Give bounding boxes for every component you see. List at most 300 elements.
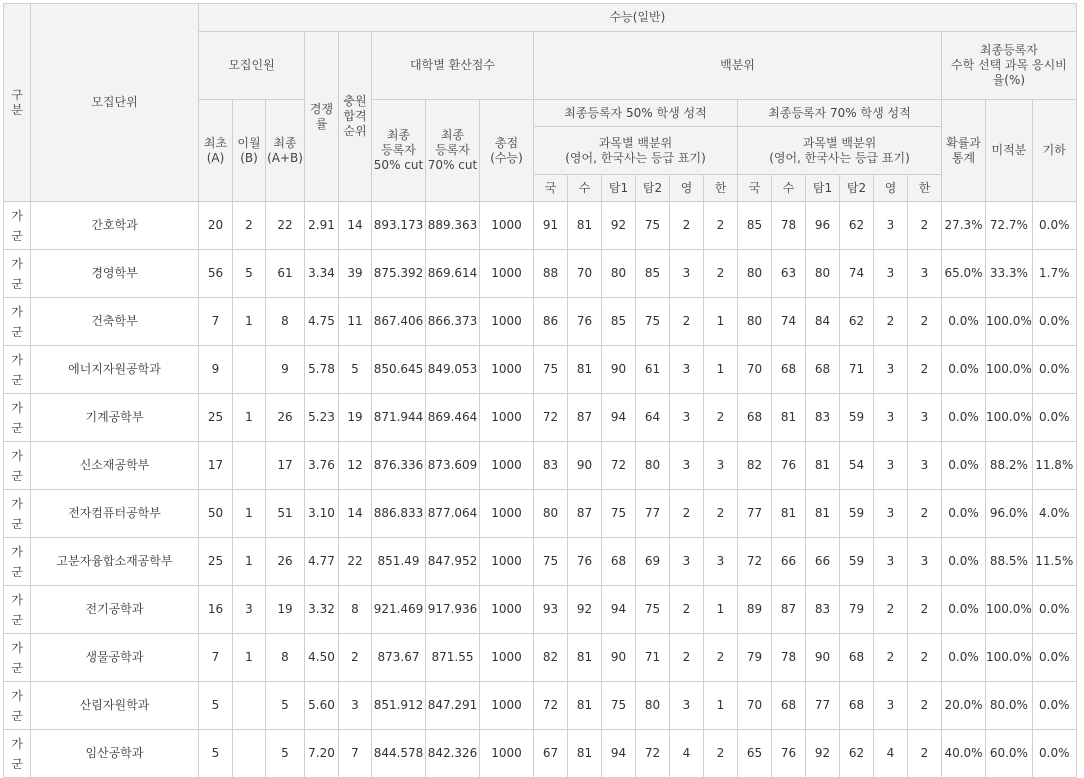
header-move: 이월 (B) bbox=[233, 100, 266, 202]
table-row bbox=[4, 634, 1077, 682]
header-cut70: 최종 등록자 70% cut bbox=[426, 100, 480, 202]
cell-ab: 8 bbox=[266, 634, 305, 682]
cell-name: 경영학부 bbox=[31, 250, 199, 298]
cell-c50: 867.406 bbox=[372, 298, 426, 346]
cell-score50: 80 bbox=[636, 442, 670, 490]
cell-score70: 89 bbox=[738, 586, 772, 634]
cell-score70: 77 bbox=[738, 490, 772, 538]
cell-g: 가 군 bbox=[4, 250, 31, 298]
cell-c70: 866.373 bbox=[426, 298, 480, 346]
cell-calc-ratio: 100.0% bbox=[986, 634, 1033, 682]
cell-geo-ratio: 0.0% bbox=[1032, 730, 1076, 778]
header-percentile: 백분위 bbox=[534, 32, 942, 100]
cell-comp: 5.78 bbox=[305, 346, 339, 394]
cell-score70: 83 bbox=[806, 586, 840, 634]
cell-score50: 2 bbox=[704, 730, 738, 778]
cell-c50: 886.833 bbox=[372, 490, 426, 538]
cell-c50: 876.336 bbox=[372, 442, 426, 490]
cell-name: 기계공학부 bbox=[31, 394, 199, 442]
cell-comp: 4.75 bbox=[305, 298, 339, 346]
cell-score50: 75 bbox=[534, 346, 568, 394]
cell-geo-ratio: 1.7% bbox=[1032, 250, 1076, 298]
header-subject: 영 bbox=[874, 175, 908, 202]
cell-b: 3 bbox=[233, 586, 266, 634]
table-row bbox=[4, 346, 1077, 394]
cell-score70: 3 bbox=[874, 346, 908, 394]
header-extra-rank: 충원 합격 순위 bbox=[339, 32, 372, 202]
cell-score70: 3 bbox=[874, 682, 908, 730]
cell-score50: 2 bbox=[670, 490, 704, 538]
cell-b: 1 bbox=[233, 298, 266, 346]
cell-score50: 86 bbox=[534, 298, 568, 346]
cell-tot: 1000 bbox=[480, 202, 534, 250]
header-subject-pct-70: 과목별 백분위 (영어, 한국사는 등급 표기) bbox=[738, 127, 942, 175]
cell-rank: 19 bbox=[339, 394, 372, 442]
cell-c70: 847.291 bbox=[426, 682, 480, 730]
cell-geo-ratio: 0.0% bbox=[1032, 586, 1076, 634]
cell-score50: 1 bbox=[704, 298, 738, 346]
cell-tot: 1000 bbox=[480, 490, 534, 538]
cell-score50: 75 bbox=[636, 586, 670, 634]
cell-g: 가 군 bbox=[4, 730, 31, 778]
header-subject: 탐1 bbox=[806, 175, 840, 202]
cell-c70: 871.55 bbox=[426, 634, 480, 682]
cell-c50: 873.67 bbox=[372, 634, 426, 682]
cell-a: 20 bbox=[199, 202, 233, 250]
cell-g: 가 군 bbox=[4, 490, 31, 538]
cell-score50: 2 bbox=[704, 634, 738, 682]
cell-c50: 893.173 bbox=[372, 202, 426, 250]
cell-c50: 875.392 bbox=[372, 250, 426, 298]
cell-calc-ratio: 72.7% bbox=[986, 202, 1033, 250]
cell-c50: 921.469 bbox=[372, 586, 426, 634]
cell-geo-ratio: 11.8% bbox=[1032, 442, 1076, 490]
cell-score70: 76 bbox=[772, 442, 806, 490]
cell-g: 가 군 bbox=[4, 298, 31, 346]
cell-comp: 3.34 bbox=[305, 250, 339, 298]
cell-rank: 5 bbox=[339, 346, 372, 394]
cell-score50: 3 bbox=[670, 346, 704, 394]
header-suneung: 수능(일반) bbox=[199, 4, 1077, 32]
cell-score70: 59 bbox=[840, 538, 874, 586]
cell-score70: 3 bbox=[908, 538, 942, 586]
cell-c70: 847.952 bbox=[426, 538, 480, 586]
cell-c50: 844.578 bbox=[372, 730, 426, 778]
cell-rank: 14 bbox=[339, 490, 372, 538]
cell-score70: 77 bbox=[806, 682, 840, 730]
cell-score70: 96 bbox=[806, 202, 840, 250]
cell-tot: 1000 bbox=[480, 634, 534, 682]
cell-comp: 4.77 bbox=[305, 538, 339, 586]
header-subject: 탐1 bbox=[602, 175, 636, 202]
cell-calc-ratio: 100.0% bbox=[986, 346, 1033, 394]
cell-score50: 91 bbox=[534, 202, 568, 250]
cell-score70: 2 bbox=[874, 634, 908, 682]
cell-score70: 68 bbox=[840, 634, 874, 682]
cell-comp: 3.10 bbox=[305, 490, 339, 538]
header-subject: 수 bbox=[568, 175, 602, 202]
cell-calc-ratio: 88.5% bbox=[986, 538, 1033, 586]
cell-score70: 4 bbox=[874, 730, 908, 778]
cell-c70: 869.614 bbox=[426, 250, 480, 298]
cell-geo-ratio: 0.0% bbox=[1032, 394, 1076, 442]
cell-b: 1 bbox=[233, 394, 266, 442]
cell-score70: 62 bbox=[840, 298, 874, 346]
cell-score50: 2 bbox=[704, 202, 738, 250]
cell-score50: 92 bbox=[568, 586, 602, 634]
cell-score70: 68 bbox=[738, 394, 772, 442]
header-subject: 탐2 bbox=[840, 175, 874, 202]
cell-score50: 69 bbox=[636, 538, 670, 586]
cell-calc-ratio: 100.0% bbox=[986, 298, 1033, 346]
cell-score70: 66 bbox=[806, 538, 840, 586]
header-group70: 최종등록자 70% 학생 성적 bbox=[738, 100, 942, 127]
cell-ab: 9 bbox=[266, 346, 305, 394]
cell-ab: 22 bbox=[266, 202, 305, 250]
cell-score70: 2 bbox=[874, 298, 908, 346]
cell-comp: 3.76 bbox=[305, 442, 339, 490]
cell-calc-ratio: 100.0% bbox=[986, 586, 1033, 634]
cell-score70: 74 bbox=[840, 250, 874, 298]
cell-score50: 77 bbox=[636, 490, 670, 538]
cell-ab: 5 bbox=[266, 730, 305, 778]
cell-score50: 4 bbox=[670, 730, 704, 778]
cell-score50: 3 bbox=[670, 538, 704, 586]
cell-geo-ratio: 4.0% bbox=[1032, 490, 1076, 538]
cell-tot: 1000 bbox=[480, 346, 534, 394]
cell-c70: 842.326 bbox=[426, 730, 480, 778]
cell-a: 5 bbox=[199, 682, 233, 730]
cell-calc-ratio: 100.0% bbox=[986, 394, 1033, 442]
cell-g: 가 군 bbox=[4, 346, 31, 394]
cell-comp: 5.23 bbox=[305, 394, 339, 442]
cell-score50: 81 bbox=[568, 730, 602, 778]
header-univ-score: 대학별 환산점수 bbox=[372, 32, 534, 100]
cell-comp: 7.20 bbox=[305, 730, 339, 778]
cell-score50: 94 bbox=[602, 394, 636, 442]
cell-b bbox=[233, 442, 266, 490]
cell-score70: 3 bbox=[908, 394, 942, 442]
cell-score70: 68 bbox=[806, 346, 840, 394]
cell-b: 1 bbox=[233, 538, 266, 586]
cell-score50: 72 bbox=[534, 682, 568, 730]
cell-tot: 1000 bbox=[480, 250, 534, 298]
cell-score70: 3 bbox=[908, 250, 942, 298]
table-row bbox=[4, 538, 1077, 586]
table-row bbox=[4, 490, 1077, 538]
cell-score50: 3 bbox=[670, 250, 704, 298]
cell-score50: 88 bbox=[534, 250, 568, 298]
cell-c70: 877.064 bbox=[426, 490, 480, 538]
cell-score70: 81 bbox=[772, 394, 806, 442]
cell-score70: 80 bbox=[738, 298, 772, 346]
cell-calc-ratio: 80.0% bbox=[986, 682, 1033, 730]
cell-name: 전기공학과 bbox=[31, 586, 199, 634]
header-math-ratio: 최종등록자 수학 선택 과목 응시비 율(%) bbox=[942, 32, 1077, 100]
cell-score50: 1 bbox=[704, 346, 738, 394]
cell-score50: 93 bbox=[534, 586, 568, 634]
cell-score70: 70 bbox=[738, 682, 772, 730]
cell-ab: 61 bbox=[266, 250, 305, 298]
cell-score70: 74 bbox=[772, 298, 806, 346]
cell-score70: 2 bbox=[908, 298, 942, 346]
cell-score50: 76 bbox=[568, 538, 602, 586]
cell-rank: 14 bbox=[339, 202, 372, 250]
cell-score50: 81 bbox=[568, 202, 602, 250]
cell-ab: 26 bbox=[266, 394, 305, 442]
header-prob: 확률과 통계 bbox=[942, 100, 986, 202]
cell-c70: 849.053 bbox=[426, 346, 480, 394]
cell-score50: 3 bbox=[704, 442, 738, 490]
cell-score70: 83 bbox=[806, 394, 840, 442]
cell-comp: 4.50 bbox=[305, 634, 339, 682]
cell-score50: 72 bbox=[602, 442, 636, 490]
table-row bbox=[4, 682, 1077, 730]
header-calc: 미적분 bbox=[986, 100, 1033, 202]
cell-ab: 26 bbox=[266, 538, 305, 586]
cell-a: 50 bbox=[199, 490, 233, 538]
cell-score70: 59 bbox=[840, 490, 874, 538]
header-subject: 탐2 bbox=[636, 175, 670, 202]
cell-score50: 1 bbox=[704, 586, 738, 634]
cell-score50: 64 bbox=[636, 394, 670, 442]
table-row bbox=[4, 730, 1077, 778]
cell-score50: 82 bbox=[534, 634, 568, 682]
cell-score70: 82 bbox=[738, 442, 772, 490]
cell-score50: 75 bbox=[534, 538, 568, 586]
cell-prob-ratio: 27.3% bbox=[942, 202, 986, 250]
cell-c70: 873.609 bbox=[426, 442, 480, 490]
header-subject: 수 bbox=[772, 175, 806, 202]
cell-geo-ratio: 0.0% bbox=[1032, 298, 1076, 346]
header-group50: 최종등록자 50% 학생 성적 bbox=[534, 100, 738, 127]
cell-score70: 3 bbox=[874, 490, 908, 538]
cell-score50: 3 bbox=[670, 394, 704, 442]
header-competition: 경쟁 률 bbox=[305, 32, 339, 202]
cell-ab: 19 bbox=[266, 586, 305, 634]
cell-score50: 85 bbox=[636, 250, 670, 298]
cell-name: 생물공학과 bbox=[31, 634, 199, 682]
cell-name: 전자컴퓨터공학부 bbox=[31, 490, 199, 538]
header-geo: 기하 bbox=[1032, 100, 1076, 202]
header-gubun: 구 분 bbox=[4, 4, 31, 202]
cell-prob-ratio: 0.0% bbox=[942, 346, 986, 394]
admission-results-table-wrapper bbox=[3, 3, 1077, 778]
cell-score70: 72 bbox=[738, 538, 772, 586]
cell-score50: 2 bbox=[670, 634, 704, 682]
cell-score70: 68 bbox=[772, 682, 806, 730]
cell-score70: 2 bbox=[908, 730, 942, 778]
cell-prob-ratio: 0.0% bbox=[942, 394, 986, 442]
cell-score50: 90 bbox=[602, 346, 636, 394]
table-header bbox=[4, 4, 1077, 202]
cell-score70: 85 bbox=[738, 202, 772, 250]
cell-score50: 75 bbox=[636, 202, 670, 250]
header-subject: 국 bbox=[534, 175, 568, 202]
cell-rank: 11 bbox=[339, 298, 372, 346]
table-row bbox=[4, 250, 1077, 298]
cell-tot: 1000 bbox=[480, 298, 534, 346]
cell-score50: 94 bbox=[602, 730, 636, 778]
cell-score70: 2 bbox=[908, 202, 942, 250]
cell-score70: 76 bbox=[772, 730, 806, 778]
cell-score50: 2 bbox=[704, 250, 738, 298]
cell-prob-ratio: 0.0% bbox=[942, 586, 986, 634]
header-total: 총점 (수능) bbox=[480, 100, 534, 202]
cell-comp: 2.91 bbox=[305, 202, 339, 250]
cell-score50: 68 bbox=[602, 538, 636, 586]
cell-c50: 871.944 bbox=[372, 394, 426, 442]
cell-prob-ratio: 65.0% bbox=[942, 250, 986, 298]
cell-score70: 3 bbox=[874, 394, 908, 442]
cell-score50: 75 bbox=[636, 298, 670, 346]
cell-score70: 3 bbox=[874, 442, 908, 490]
cell-tot: 1000 bbox=[480, 394, 534, 442]
cell-tot: 1000 bbox=[480, 538, 534, 586]
cell-score70: 79 bbox=[738, 634, 772, 682]
cell-score70: 71 bbox=[840, 346, 874, 394]
cell-rank: 3 bbox=[339, 682, 372, 730]
cell-score70: 87 bbox=[772, 586, 806, 634]
cell-b bbox=[233, 730, 266, 778]
cell-a: 56 bbox=[199, 250, 233, 298]
cell-score70: 81 bbox=[806, 490, 840, 538]
cell-score50: 2 bbox=[670, 586, 704, 634]
cell-score50: 2 bbox=[704, 490, 738, 538]
cell-rank: 39 bbox=[339, 250, 372, 298]
cell-score70: 2 bbox=[908, 346, 942, 394]
cell-score70: 2 bbox=[874, 586, 908, 634]
cell-name: 임산공학과 bbox=[31, 730, 199, 778]
cell-score50: 75 bbox=[602, 682, 636, 730]
cell-g: 가 군 bbox=[4, 634, 31, 682]
cell-c50: 851.912 bbox=[372, 682, 426, 730]
header-subject: 한 bbox=[908, 175, 942, 202]
cell-score50: 61 bbox=[636, 346, 670, 394]
cell-comp: 5.60 bbox=[305, 682, 339, 730]
cell-ab: 8 bbox=[266, 298, 305, 346]
cell-score50: 81 bbox=[568, 634, 602, 682]
cell-score50: 3 bbox=[670, 442, 704, 490]
table-row bbox=[4, 586, 1077, 634]
cell-geo-ratio: 0.0% bbox=[1032, 682, 1076, 730]
table-row bbox=[4, 202, 1077, 250]
cell-score70: 2 bbox=[908, 586, 942, 634]
cell-a: 25 bbox=[199, 394, 233, 442]
cell-score50: 2 bbox=[670, 298, 704, 346]
cell-score70: 78 bbox=[772, 202, 806, 250]
cell-score70: 3 bbox=[874, 202, 908, 250]
cell-a: 17 bbox=[199, 442, 233, 490]
cell-c50: 850.645 bbox=[372, 346, 426, 394]
cell-a: 9 bbox=[199, 346, 233, 394]
cell-a: 7 bbox=[199, 298, 233, 346]
cell-score50: 1 bbox=[704, 682, 738, 730]
cell-score50: 2 bbox=[704, 394, 738, 442]
cell-b: 1 bbox=[233, 634, 266, 682]
table-row bbox=[4, 442, 1077, 490]
cell-score70: 63 bbox=[772, 250, 806, 298]
cell-score50: 85 bbox=[602, 298, 636, 346]
cell-score50: 87 bbox=[568, 490, 602, 538]
cell-tot: 1000 bbox=[480, 682, 534, 730]
cell-score50: 87 bbox=[568, 394, 602, 442]
cell-score50: 90 bbox=[568, 442, 602, 490]
cell-score70: 62 bbox=[840, 202, 874, 250]
cell-score50: 76 bbox=[568, 298, 602, 346]
cell-geo-ratio: 0.0% bbox=[1032, 634, 1076, 682]
cell-score70: 65 bbox=[738, 730, 772, 778]
cell-name: 건축학부 bbox=[31, 298, 199, 346]
header-first: 최초 (A) bbox=[199, 100, 233, 202]
cell-score70: 92 bbox=[806, 730, 840, 778]
cell-score70: 70 bbox=[738, 346, 772, 394]
header-subject: 국 bbox=[738, 175, 772, 202]
cell-b bbox=[233, 346, 266, 394]
admission-results-table bbox=[3, 3, 1077, 778]
cell-g: 가 군 bbox=[4, 682, 31, 730]
cell-ab: 5 bbox=[266, 682, 305, 730]
cell-score70: 79 bbox=[840, 586, 874, 634]
cell-prob-ratio: 0.0% bbox=[942, 298, 986, 346]
cell-b: 1 bbox=[233, 490, 266, 538]
cell-prob-ratio: 20.0% bbox=[942, 682, 986, 730]
cell-c70: 889.363 bbox=[426, 202, 480, 250]
cell-rank: 2 bbox=[339, 634, 372, 682]
cell-score50: 3 bbox=[670, 682, 704, 730]
cell-calc-ratio: 33.3% bbox=[986, 250, 1033, 298]
cell-name: 고분자융합소재공학부 bbox=[31, 538, 199, 586]
cell-a: 25 bbox=[199, 538, 233, 586]
cell-name: 에너지자원공학과 bbox=[31, 346, 199, 394]
cell-comp: 3.32 bbox=[305, 586, 339, 634]
cell-score50: 67 bbox=[534, 730, 568, 778]
cell-rank: 8 bbox=[339, 586, 372, 634]
cell-score70: 59 bbox=[840, 394, 874, 442]
cell-g: 가 군 bbox=[4, 394, 31, 442]
header-subject-pct-50: 과목별 백분위 (영어, 한국사는 등급 표기) bbox=[534, 127, 738, 175]
cell-name: 간호학과 bbox=[31, 202, 199, 250]
cell-name: 신소재공학부 bbox=[31, 442, 199, 490]
cell-score70: 78 bbox=[772, 634, 806, 682]
cell-tot: 1000 bbox=[480, 730, 534, 778]
cell-score70: 3 bbox=[908, 442, 942, 490]
cell-score50: 3 bbox=[704, 538, 738, 586]
cell-score50: 81 bbox=[568, 346, 602, 394]
cell-score70: 80 bbox=[806, 250, 840, 298]
cell-score70: 62 bbox=[840, 730, 874, 778]
cell-score70: 3 bbox=[874, 538, 908, 586]
cell-score50: 75 bbox=[602, 490, 636, 538]
header-cut50: 최종 등록자 50% cut bbox=[372, 100, 426, 202]
cell-c70: 869.464 bbox=[426, 394, 480, 442]
cell-b: 2 bbox=[233, 202, 266, 250]
cell-b: 5 bbox=[233, 250, 266, 298]
cell-tot: 1000 bbox=[480, 586, 534, 634]
cell-score50: 90 bbox=[602, 634, 636, 682]
cell-rank: 7 bbox=[339, 730, 372, 778]
cell-score70: 2 bbox=[908, 634, 942, 682]
header-final: 최종 (A+B) bbox=[266, 100, 305, 202]
cell-score50: 92 bbox=[602, 202, 636, 250]
cell-c70: 917.936 bbox=[426, 586, 480, 634]
cell-score70: 81 bbox=[772, 490, 806, 538]
cell-score50: 72 bbox=[636, 730, 670, 778]
cell-tot: 1000 bbox=[480, 442, 534, 490]
header-subject: 한 bbox=[704, 175, 738, 202]
cell-c50: 851.49 bbox=[372, 538, 426, 586]
header-unit: 모집단위 bbox=[31, 4, 199, 202]
